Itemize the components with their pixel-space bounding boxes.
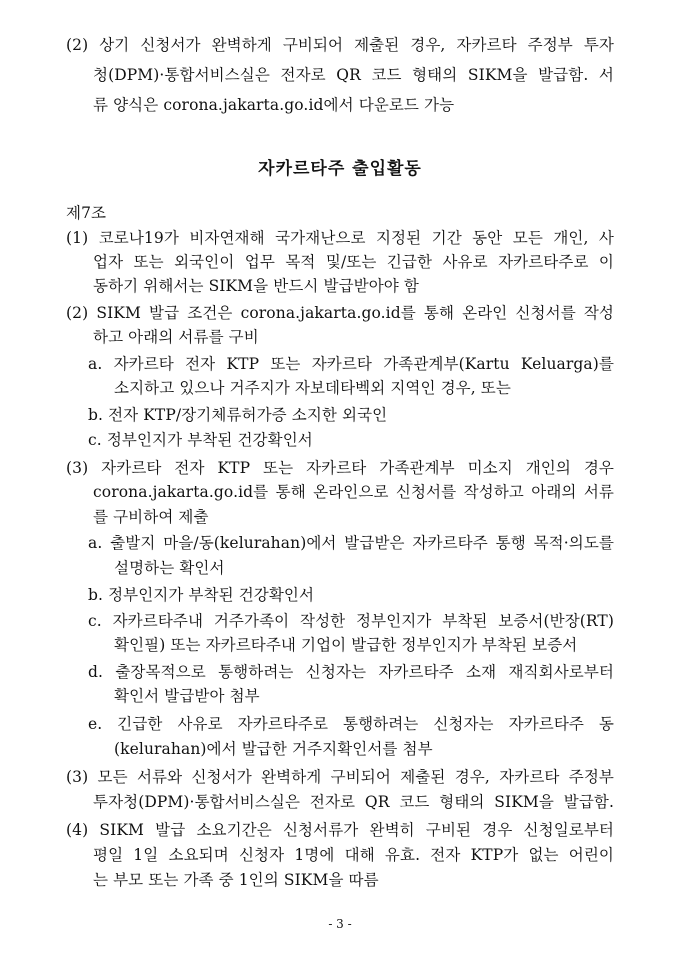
item-3-line-1: (3) 자카르타 전자 KTP 또는 자카르타 가족관계부 미소지 개인의 경우 (66, 459, 614, 477)
item-1-line-2: 업자 또는 외국인이 업무 목적 및/또는 긴급한 사유로 자카르타주로 이 (93, 253, 614, 271)
item-1-line-1: (1) 코로나19가 비자연재해 국가재난으로 지정된 기간 동안 모든 개인, 사 (66, 229, 614, 247)
intro-item-2-line-2: 청(DPM)·통합서비스실은 전자로 QR 코드 형태의 SIKM을 발급함. 서 (93, 66, 614, 84)
item-2-sub-a-line-2: 소지하고 있으나 거주지가 자보데타벡외 지역인 경우, 또는 (114, 379, 511, 397)
article-number: 제7조 (66, 204, 107, 222)
item-3-sub-c-line-1: c. 자카르타주내 거주가족이 작성한 정부인지가 부착된 보증서(반장(RT) (88, 612, 614, 630)
item-4-line-1: (3) 모든 서류와 신청서가 완벽하게 구비되어 제출된 경우, 자카르타 주정부 (66, 768, 614, 786)
item-2-sub-b: b. 전자 KTP/장기체류허가증 소지한 외국인 (88, 406, 388, 424)
item-5-line-2: 평일 1일 소요되며 신청자 1명에 대해 유효. 전자 KTP가 없는 어린이 (93, 846, 614, 864)
intro-item-2-line-3: 류 양식은 corona.jakarta.go.id에서 다운로드 가능 (93, 96, 455, 114)
item-3-sub-e-line-2: (kelurahan)에서 발급한 거주지확인서를 첨부 (114, 740, 433, 758)
item-1-line-3: 동하기 위해서는 SIKM을 반드시 발급받아야 함 (93, 277, 419, 295)
item-2-line-1: (2) SIKM 발급 조건은 corona.jakarta.go.id를 통해 온라인 신청서를 작성 (66, 304, 614, 322)
item-2-sub-c: c. 정부인지가 부착된 건강확인서 (88, 431, 313, 449)
item-3-sub-a-line-1: a. 출발지 마을/동(kelurahan)에서 발급받은 자카르타주 통행 목적·의도를 (88, 534, 614, 552)
page-number: - 3 - (328, 917, 352, 931)
item-3-sub-e-line-1: e. 긴급한 사유로 자카르타주로 통행하려는 신청자는 자카르타주 동 (88, 715, 614, 733)
item-3-line-3: 를 구비하여 제출 (93, 508, 209, 526)
item-2-sub-a-line-1: a. 자카르타 전자 KTP 또는 자카르타 가족관계부(Kartu Keluarga)를 (88, 355, 614, 373)
item-3-sub-c-line-2: 확인필) 또는 자카르타주내 기업이 발급한 정부인지가 부착된 보증서 (114, 636, 578, 654)
item-5-line-3: 는 부모 또는 가족 중 1인의 SIKM을 따름 (93, 871, 379, 889)
item-3-sub-b: b. 정부인지가 부착된 건강확인서 (88, 586, 315, 604)
item-3-sub-d-line-2: 확인서 발급받아 첨부 (114, 687, 260, 705)
section-title: 자카르타주 출입활동 (258, 159, 422, 179)
item-3-sub-d-line-1: d. 출장목적으로 통행하려는 신청자는 자카르타주 소재 재직회사로부터 (88, 663, 614, 681)
item-3-sub-a-line-2: 설명하는 확인서 (114, 559, 225, 577)
item-3-line-2: corona.jakarta.go.id를 통해 온라인으로 신청서를 작성하고 아래의 서류 (93, 483, 614, 501)
intro-item-2-line-1: (2) 상기 신청서가 완벽하게 구비되어 제출된 경우, 자카르타 주정부 투자 (66, 36, 614, 54)
item-2-line-2: 하고 아래의 서류를 구비 (93, 328, 259, 346)
item-4-line-2: 투자청(DPM)·통합서비스실은 전자로 QR 코드 형태의 SIKM을 발급함. (93, 793, 614, 811)
item-5-line-1: (4) SIKM 발급 소요기간은 신청서류가 완벽히 구비된 경우 신청일로부터 (66, 821, 614, 839)
